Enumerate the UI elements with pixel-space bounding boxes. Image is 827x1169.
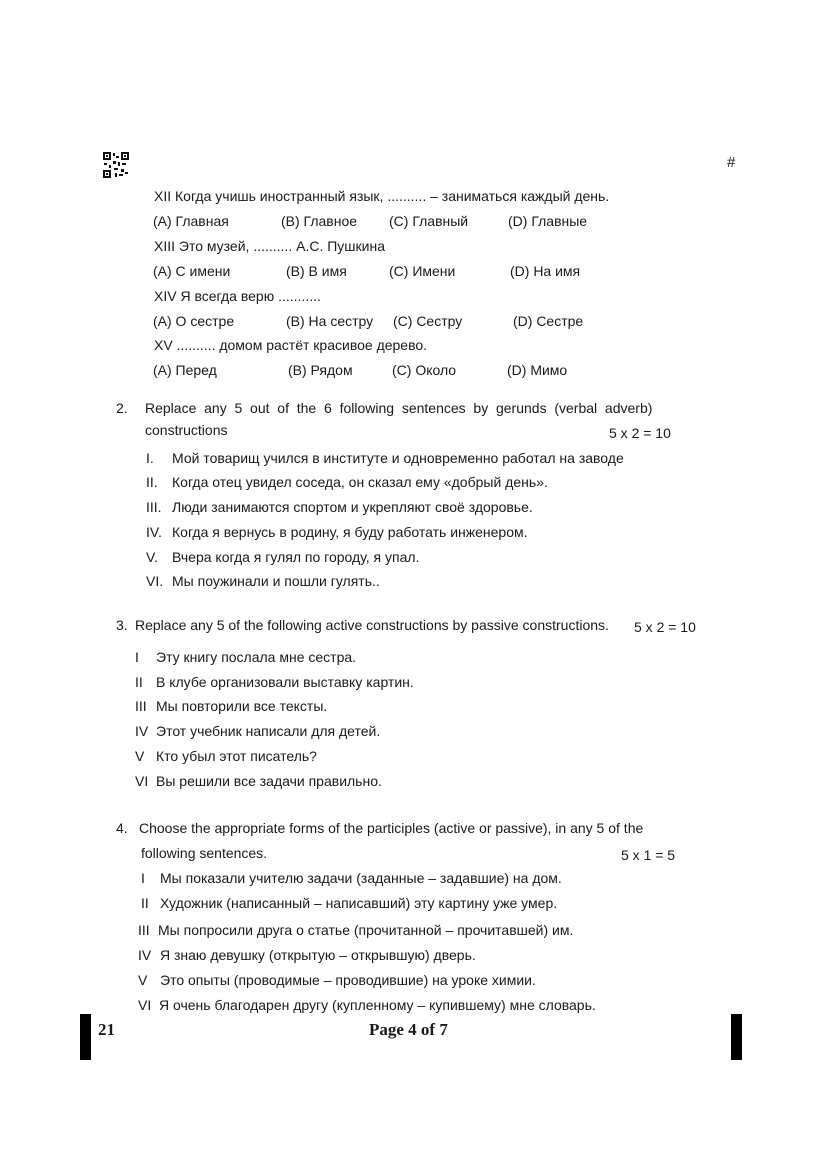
- q2-item-2-text: Когда отец увидел соседа, он сказал ему «добрый день».: [172, 474, 548, 490]
- q2-item-6-text: Мы поужинали и пошли гулять..: [172, 573, 380, 589]
- q2-item-3-num: III.: [146, 499, 162, 515]
- q3-item-3-text: Мы повторили все тексты.: [156, 698, 328, 714]
- question-xv: XV .......... домом растёт красивое дерево.: [154, 337, 428, 353]
- question-2-marks: 5 x 2 = 10: [609, 425, 671, 441]
- question-2-text-line1: Replace any 5 out of the 6 following sentences by gerunds (verbal adverb): [145, 400, 653, 416]
- q4-item-1-num: I: [141, 870, 145, 886]
- q2-item-1-num: I.: [146, 450, 154, 466]
- option-d: (D) На имя: [510, 263, 581, 279]
- q4-item-3-text: Мы попросили друга о статье (прочитанной – прочитавшей) им.: [158, 922, 574, 938]
- option-a: (A) С имени: [153, 263, 231, 279]
- q2-item-5-text: Вчера когда я гулял по городу, я упал.: [172, 549, 420, 565]
- footer-code: 21: [98, 1020, 115, 1039]
- question-xiii: XIII Это музей, .......... А.С. Пушкина: [154, 238, 385, 254]
- option-b: (B) Рядом: [288, 362, 353, 378]
- option-d: (D) Сестре: [513, 313, 584, 329]
- q4-item-6-text: Я очень благодарен другу (купленному – купившему) мне словарь.: [159, 997, 596, 1013]
- footer-page-number: Page 4 of 7: [369, 1020, 448, 1039]
- option-d: (D) Главные: [508, 213, 588, 229]
- q2-item-6-num: VI.: [146, 573, 164, 589]
- q2-item-5-num: V.: [146, 549, 158, 565]
- q2-item-2-num: II.: [146, 474, 158, 490]
- option-c: (C) Сестру: [393, 313, 463, 329]
- question-xii: XII Когда учишь иностранный язык, .......... – заниматься каждый день.: [154, 188, 610, 204]
- q3-item-4-text: Этот учебник написали для детей.: [156, 723, 381, 739]
- question-xiv: XIV Я всегда верю ...........: [154, 288, 321, 304]
- question-xiii-options: [0, 262, 827, 280]
- page-hash-mark: #: [727, 154, 736, 171]
- q3-item-1-num: I: [135, 649, 139, 665]
- question-4-marks: 5 x 1 = 5: [621, 847, 676, 863]
- question-3-marks: 5 x 2 = 10: [634, 619, 696, 635]
- q4-item-2-num: II: [141, 895, 149, 911]
- q2-item-4-num: IV.: [146, 524, 162, 540]
- q2-item-4-text: Когда я вернусь в родину, я буду работать инженером.: [172, 524, 528, 540]
- question-4-text-line2: following sentences.: [141, 845, 268, 861]
- qr-code-icon: [103, 152, 129, 178]
- option-b: (B) Главное: [281, 213, 358, 229]
- option-d: (D) Мимо: [507, 362, 568, 378]
- question-xiv-options: [0, 312, 827, 330]
- option-a: (A) О сестре: [153, 313, 235, 329]
- q3-item-6-text: Вы решили все задачи правильно.: [156, 773, 382, 789]
- option-a: (A) Главная: [153, 213, 229, 229]
- q3-item-4-num: IV: [135, 723, 149, 739]
- q4-item-1-text: Мы показали учителю задачи (заданные – задавшие) на дом.: [160, 870, 562, 886]
- q4-item-5-num: V: [138, 972, 148, 988]
- q3-item-5-num: V: [135, 748, 145, 764]
- option-a: (A) Перед: [153, 362, 217, 378]
- q3-item-1-text: Эту книгу послала мне сестра.: [156, 649, 357, 665]
- question-2-text-line2: constructions: [145, 422, 228, 438]
- question-3-text: Replace any 5 of the following active constructions by passive constructions.: [135, 617, 609, 633]
- question-4-number: 4.: [116, 820, 128, 836]
- q4-item-5-text: Это опыты (проводимые – проводившие) на уроке химии.: [160, 972, 536, 988]
- q2-item-3-text: Люди занимаются спортом и укрепляют своё здоровье.: [172, 499, 533, 515]
- question-xv-options: [0, 361, 827, 379]
- q4-item-3-num: III: [138, 922, 150, 938]
- q4-item-2-text: Художник (написанный – написавший) эту картину уже умер.: [160, 895, 558, 911]
- q4-item-6-num: VI: [138, 997, 152, 1013]
- left-margin-bar: [80, 1014, 91, 1060]
- q4-item-4-num: IV: [138, 947, 152, 963]
- question-4-text-line1: Choose the appropriate forms of the participles (active or passive), in any 5 of the: [139, 820, 644, 836]
- right-margin-bar: [731, 1014, 742, 1060]
- q3-item-2-num: II: [135, 674, 143, 690]
- option-c: (C) Имени: [389, 263, 456, 279]
- question-3-number: 3.: [116, 617, 128, 633]
- option-c: (C) Главный: [389, 213, 469, 229]
- q3-item-5-text: Кто убыл этот писатель?: [156, 748, 317, 764]
- question-2-number: 2.: [116, 400, 128, 416]
- q3-item-2-text: В клубе организовали выставку картин.: [156, 674, 414, 690]
- option-b: (B) На сестру: [286, 313, 374, 329]
- q3-item-6-num: VI: [135, 773, 149, 789]
- q4-item-4-text: Я знаю девушку (открытую – открывшую) дверь.: [160, 947, 476, 963]
- q2-item-1-text: Мой товарищ учился в институте и одновременно работал на заводе: [172, 450, 624, 466]
- option-b: (B) В имя: [286, 263, 347, 279]
- q3-item-3-num: III: [135, 698, 147, 714]
- option-c: (C) Около: [392, 362, 457, 378]
- question-xii-options: [0, 212, 827, 230]
